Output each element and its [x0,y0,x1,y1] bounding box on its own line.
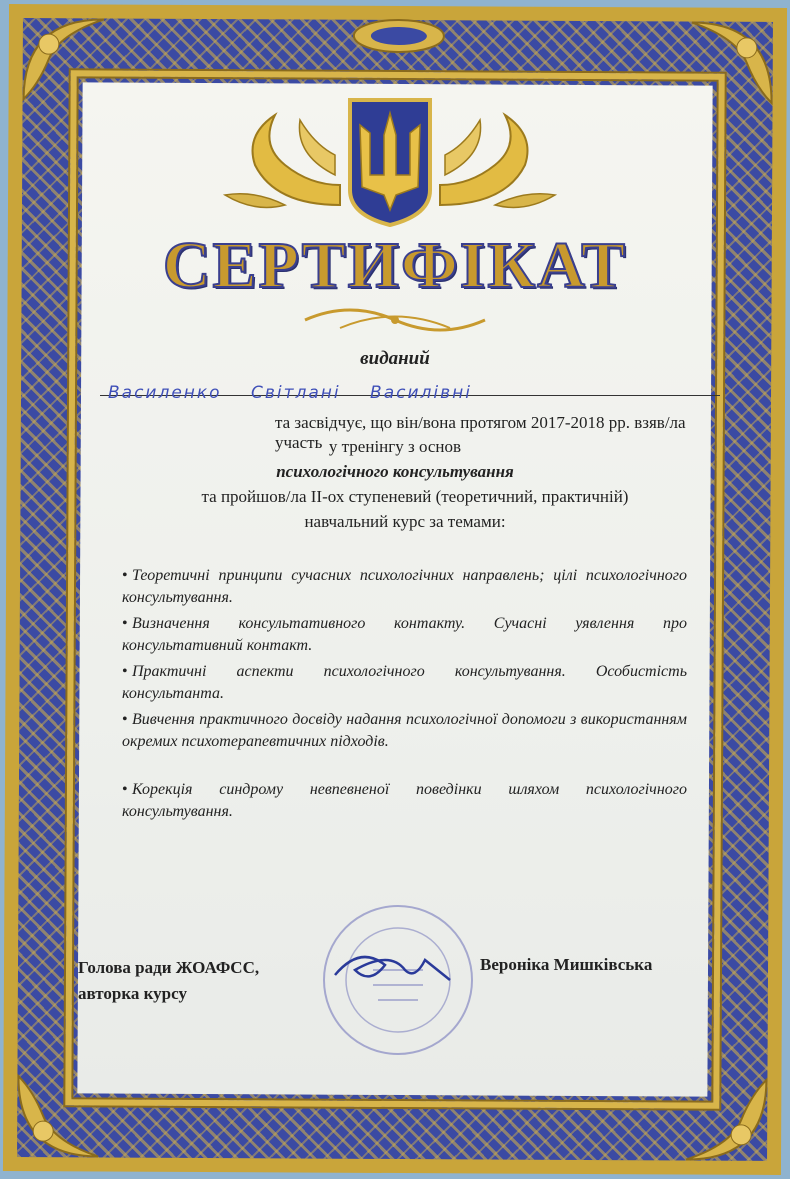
handwritten-signature-icon [330,940,460,990]
signer-role: Голова ради ЖОАФСС, авторка курсу [78,958,260,1003]
signer-name: Вероніка Мишківська [480,955,653,974]
recipient-name: Василенко Світлані Василівні [108,383,472,403]
issued-label: виданий [360,348,430,369]
list-item: • Практичні аспекти психологічного консультування. Особистість консультанта. [122,663,687,702]
certificate-text-line: навчальний курс за темами: [304,512,506,531]
list-item: • Визначення консультативного контакту. Сучасні уявлення про консультативний контакт. [122,615,687,654]
course-name: психологічного консультування [276,462,514,481]
flourish-ornament-icon [300,300,490,340]
certificate-text-line: у тренінгу з основ [328,437,462,456]
gold-leaf-ornament-icon [435,95,565,225]
list-item: • Корекція синдрому невпевненої поведінки шляхом психологічного консультування. [122,781,687,820]
certificate-text-line: та засвідчує, що він/вона протягом 2017-2018 рр. взяв/ла участь [275,413,686,452]
list-item: • Теоретичні принципи сучасних психологічних направлень; цілі психологічного консультування. [122,567,687,606]
list-item: • Вивчення практичного досвіду надання психологічної допомоги з використанням окремих психотерапевтичних підходів. [122,711,687,750]
certificate-title: СЕРТИФІКАТ [162,229,628,302]
trident-coat-of-arms-icon [340,95,440,230]
gold-leaf-ornament-icon [215,95,345,225]
certificate-text-line: та пройшов/ла ІІ-ох ступеневий (теоретичний, практичній) [201,487,629,506]
